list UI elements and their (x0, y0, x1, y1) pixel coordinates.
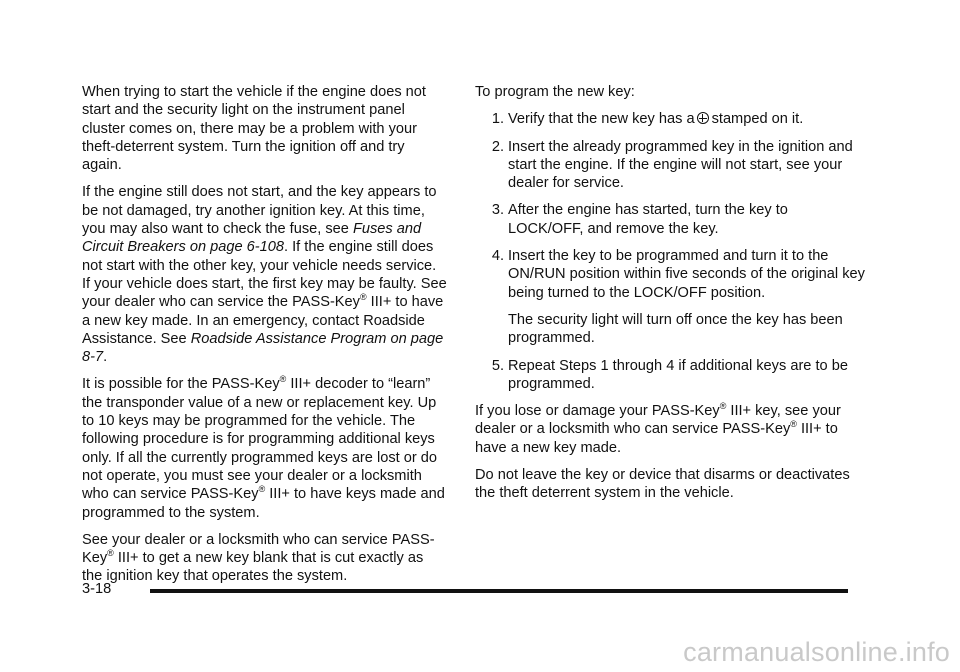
text-segment: . If the engine still does not start with the other key, your vehicle needs service. If your vehicle does start, the first key may be faulty. See your dealer who can service the PASS-Key (82, 239, 447, 311)
step-text: Insert the already programmed key in the ignition and start the engine. If the engine will not start, see your dealer for service. (508, 138, 853, 192)
cross-reference-fuses[interactable]: Fuses and Circuit Breakers on page 6-108 (82, 221, 422, 256)
list-item (475, 138, 867, 193)
paragraph-try-another-key (82, 183, 447, 366)
text-segment: It is possible for the PASS-Key (82, 376, 280, 393)
step-text: Insert the key to be programmed and turn it to the ON/RUN position within five seconds of the original key being turned to the LOCK/OFF position. (508, 248, 865, 301)
text-segment: See your dealer or a locksmith who can service PASS-Key (82, 531, 435, 567)
step-number: 5. (491, 357, 504, 374)
cross-reference-roadside[interactable]: Roadside Assistance Program on page 8-7 (82, 330, 444, 366)
right-column (475, 83, 867, 512)
registered-mark: ® (359, 292, 367, 303)
page-number: 3-18 (82, 581, 112, 597)
left-column (82, 83, 447, 595)
programming-steps (475, 110, 867, 393)
list-item (475, 110, 867, 128)
list-item (475, 201, 867, 238)
step-text: Repeat Steps 1 through 4 if additional keys are to be programmed. (508, 357, 848, 392)
footer-divider (150, 589, 848, 593)
list-item (475, 247, 867, 347)
step-note: The security light will turn off once the key has been programmed. (508, 311, 843, 347)
steps-intro: To program the new key: (475, 84, 635, 100)
step-text: Verify that the new key has a (508, 111, 695, 128)
text-segment: III+ decoder to “learn” the transponder value of a new or replacement key. Up to 10 keys may be programmed for the vehicle. The following procedure is for programming additional keys only. If all the currently programmed keys are lost or do not operate, you must see your dealer or a locksmith who can service PASS-Key (82, 376, 437, 503)
text-segment: III+ to get a new key blank that is cut exactly as the ignition key that operates the system. (82, 550, 424, 585)
step-number: 3. (491, 202, 504, 219)
registered-mark: ® (719, 401, 727, 412)
text-segment: If the engine still does not start, and the key appears to be not damaged, try another ignition key. At this time, you may also want to check the fuse, see (82, 184, 437, 238)
registered-mark: ® (258, 484, 266, 495)
registered-mark: ® (279, 374, 287, 385)
watermark: carmanualsonline.info (683, 637, 950, 667)
registered-mark: ® (107, 548, 114, 559)
list-item (475, 357, 867, 394)
step-number: 1. (491, 111, 504, 128)
paragraph-security-light: When trying to start the vehicle if the engine does not start and the security light on the instrument panel cluster comes on, there may be a problem with your theft-deterrent system. Turn the ignition off and try again. (82, 84, 426, 174)
registered-mark: ® (790, 419, 797, 430)
paragraph-learn-key (82, 375, 447, 521)
text-segment: If you lose or damage your PASS-Key (475, 403, 720, 420)
step-number: 2. (491, 138, 504, 155)
step-text: stamped on it. (711, 111, 804, 128)
paragraph-do-not-leave-key: Do not leave the key or device that disarms or deactivates the theft deterrent system in the vehicle. (475, 467, 850, 502)
text-segment: . (103, 349, 108, 366)
circle-plus-icon (697, 112, 709, 124)
text-segment: III+ to have a new key made. In an emergency, contact Roadside Assistance. See (82, 294, 444, 347)
step-text: After the engine has started, turn the key to LOCK/OFF, and remove the key. (508, 202, 788, 237)
text-segment: III+ to have keys made and programmed to the system. (82, 486, 445, 521)
paragraph-new-key-blank (82, 531, 447, 586)
text-segment: III+ key, see your dealer or a locksmith who can service PASS-Key (475, 403, 841, 438)
step-number: 4. (491, 248, 504, 265)
paragraph-lost-key (475, 402, 867, 457)
text-segment: III+ to have a new key made. (475, 421, 838, 456)
